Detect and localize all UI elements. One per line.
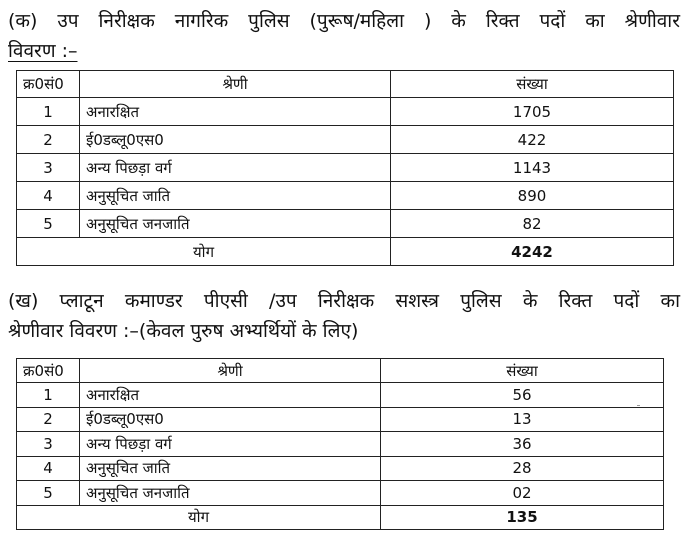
serial-number-cell: 3 [17,154,80,182]
table-row [17,154,674,182]
table-row [17,182,674,210]
total-label: योग [17,238,391,266]
section-a-heading-line2 [8,36,680,66]
category-cell: अनारक्षित [80,383,381,408]
count-header: संख्या [391,71,674,98]
scan-speck [637,405,640,406]
serial-number-cell: 4 [17,182,80,210]
category-cell: अनुसूचित जाति [80,182,391,210]
table-row [17,456,664,481]
category-cell: अनारक्षित [80,98,391,126]
count-cell: 890 [391,182,674,210]
count-cell: 36 [381,432,664,457]
table-row [17,383,664,408]
category-cell: अनुसूचित जनजाति [80,481,381,506]
count-cell: 56 [381,383,664,408]
table-header-row [17,359,664,383]
category-cell: अन्य पिछड़ा वर्ग [80,432,381,457]
table-row [17,407,664,432]
count-header: संख्या [381,359,664,383]
total-value: 135 [381,505,664,530]
category-header: श्रेणी [80,71,391,98]
table-header-row [17,71,674,98]
section-b-vacancy-table [16,358,664,530]
serial-number-cell: 2 [17,126,80,154]
section-a-heading [8,6,680,66]
table-row [17,98,674,126]
section-a-vacancy-table [16,70,674,266]
total-label: योग [17,505,381,530]
serial-number-cell: 3 [17,432,80,457]
category-cell: अन्य पिछड़ा वर्ग [80,154,391,182]
table-total-row [17,505,664,530]
table-row [17,481,664,506]
category-cell: ई0डब्लू0एस0 [80,407,381,432]
category-cell: ई0डब्लू0एस0 [80,126,391,154]
count-cell: 28 [381,456,664,481]
total-value: 4242 [391,238,674,266]
section-a-heading-line1: (क) उप निरीक्षक नागरिक पुलिस (पुरूष/महिला ) के रिक्त पदों का श्रेणीवार [8,10,680,32]
table-total-row [17,238,674,266]
category-cell: अनुसूचित जनजाति [80,210,391,238]
category-cell: अनुसूचित जाति [80,456,381,481]
section-b-heading-line2: श्रेणीवार विवरण :–(केवल पुरुष अभ्यर्थियों के लिए) [8,320,359,342]
serial-number-cell: 1 [17,98,80,126]
serial-number-header: क्र0सं0 [17,359,80,383]
serial-number-cell: 1 [17,383,80,408]
count-cell: 422 [391,126,674,154]
serial-number-cell: 2 [17,407,80,432]
table-row [17,432,664,457]
table-row [17,126,674,154]
count-cell: 02 [381,481,664,506]
serial-number-cell: 5 [17,481,80,506]
count-cell: 13 [381,407,664,432]
table-row [17,210,674,238]
serial-number-cell: 5 [17,210,80,238]
serial-number-cell: 4 [17,456,80,481]
section-b-heading [8,286,680,346]
count-cell: 1705 [391,98,674,126]
count-cell: 82 [391,210,674,238]
category-header: श्रेणी [80,359,381,383]
count-cell: 1143 [391,154,674,182]
section-b-heading-line1: (ख) प्लाटून कमाण्डर पीएसी /उप निरीक्षक सशस्त्र पुलिस के रिक्त पदों का [8,290,680,312]
serial-number-header: क्र0सं0 [17,71,80,98]
section-a-heading-line2-text: विवरण :– [8,40,78,62]
